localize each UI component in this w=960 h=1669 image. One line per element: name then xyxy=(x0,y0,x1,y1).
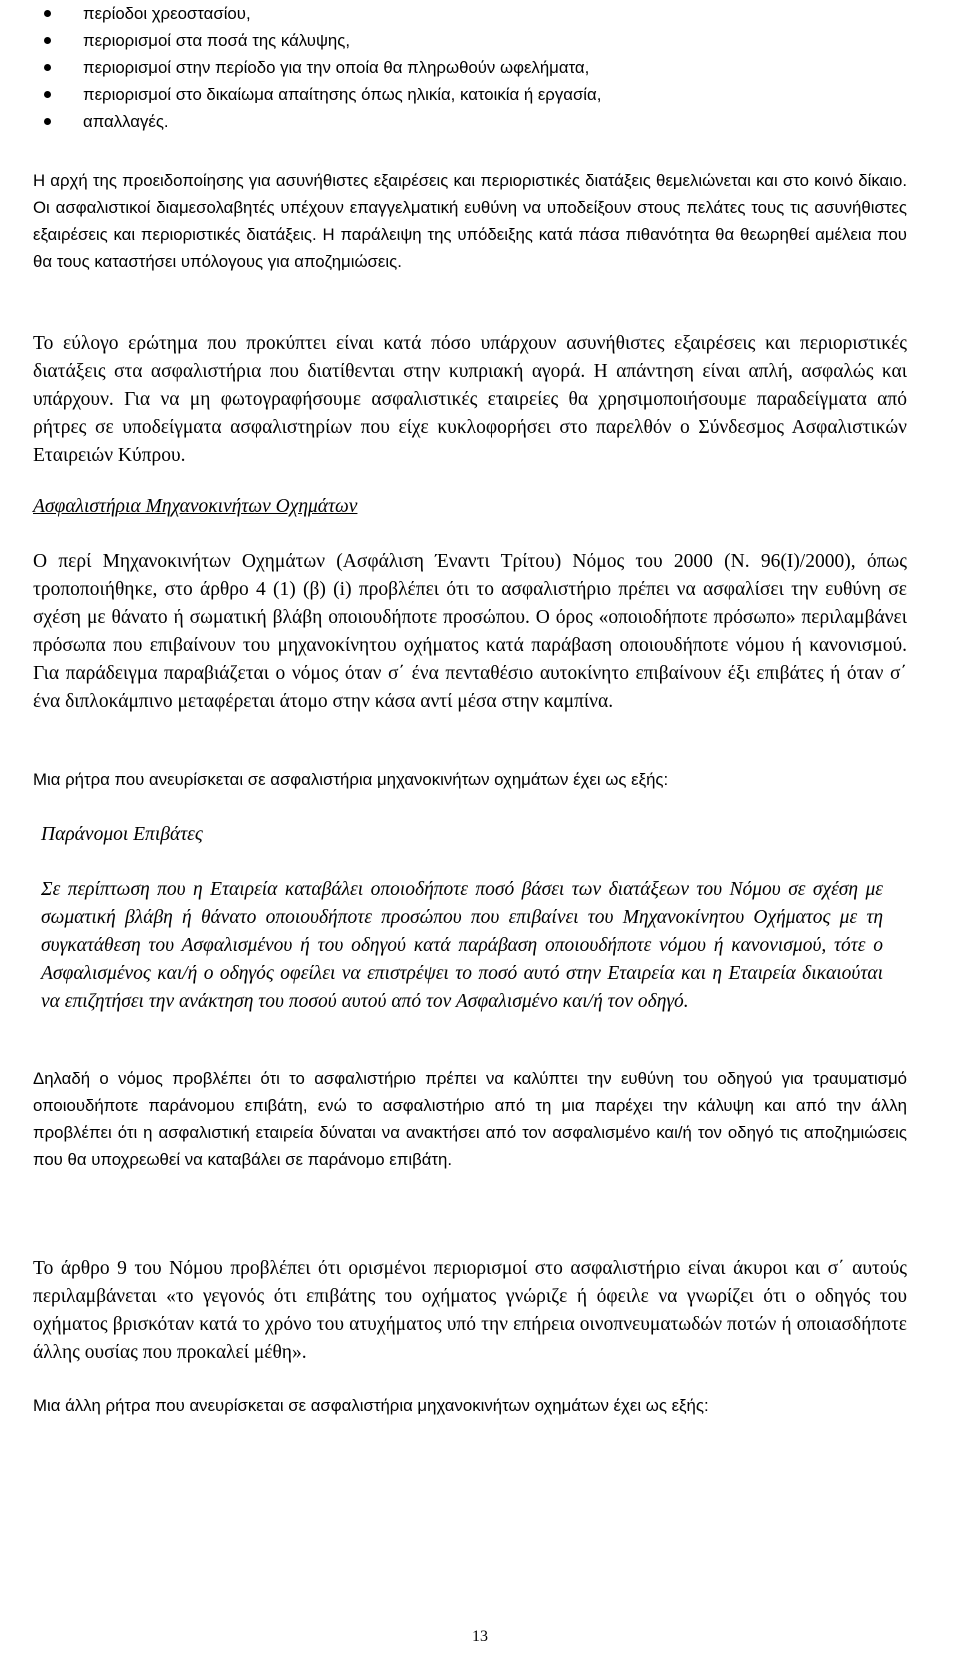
list-item-text: απαλλαγές. xyxy=(83,112,169,131)
list-item xyxy=(33,108,907,135)
bullet-icon xyxy=(44,10,51,17)
list-item xyxy=(33,81,907,108)
bullet-icon xyxy=(44,118,51,125)
clause-text: Σε περίπτωση που η Εταιρεία καταβάλει οποιοδήποτε ποσό βάσει των διατάξεων του Νόμου σε σχέση με σωματική βλάβη ή θάνατο οποιουδήποτε προσώπου που επιβαίνει του Μηχανοκίνητου Οχήματος με τη συγκατάθεση του Ασφαλισμένου ή του οδηγού κατά παράβαση οποιουδήποτε νόμου ή κανονισμού, τότε ο Ασφαλισμένος και/ή ο οδηγός οφείλει να επιστρέψει το ποσό αυτό στην Εταιρεία και η Εταιρεία δικαιούται να επιζητήσει την ανάκτηση του ποσού αυτού από τον Ασφαλισμένο και/ή τον οδηγό. xyxy=(41,879,883,1012)
list-item xyxy=(33,27,907,54)
bullet-icon xyxy=(44,91,51,98)
section-heading xyxy=(33,493,907,521)
paragraph-motor-law: Ο περί Μηχανοκινήτων Οχημάτων (Ασφάλιση Έναντι Τρίτου) Νόμος του 2000 (Ν. 96(Ι)/2000), όπως τροποποιήθηκε, στο άρθρο 4 (1) (β) (i) προβλέπει ότι το ασφαλιστήριο πρέπει να ασφαλίσει την ευθύνη σε σχέση με θάνατο ή σωματική βλάβη οποιουδήποτε προσώπου. Ο όρος «οποιοδήποτε πρόσωπο» περιλαμβάνει πρόσωπα που επιβαίνουν του μηχανοκίνητου οχήματος κατά παράβαση οποιουδήποτε νόμου ή κανονισμού. Για παράδειγμα παραβιάζεται ο νόμος όταν σ΄ ένα πενταθέσιο αυτοκίνητο επιβαίνουν έξι επιβάτες ή όταν σ΄ ένα διπλοκάμπινο μεταφέρεται άτομο στην κάσα αντί μέσα στην καμπίνα. xyxy=(33,551,907,712)
paragraph-another-clause: Μια άλλη ρήτρα που ανευρίσκεται σε ασφαλιστήρια μηχανοκινήτων οχημάτων έχει ως εξής: xyxy=(33,1396,709,1415)
paragraph-question: Το εύλογο ερώτημα που προκύπτει είναι κατά πόσο υπάρχουν ασυνήθιστες εξαιρέσεις και περιοριστικές διατάξεις στα ασφαλιστήρια που διατίθενται στην κυπριακή αγορά. Η απάντηση είναι απλή, ασφαλώς και υπάρχουν. Για να μη φωτογραφήσουμε ασφαλιστικές εταιρείες θα χρησιμοποιήσουμε παραδείγματα από ρήτρες σε υποδείγματα ασφαλιστηρίων που είχε κυκλοφορήσει στο παρελθόν ο Σύνδεσμος Ασφαλιστικών Εταιρειών Κύπρου. xyxy=(33,333,907,466)
list-item-text: περιορισμοί στο δικαίωμα απαίτησης όπως ηλικία, κατοικία ή εργασία, xyxy=(83,85,602,104)
list-item-text: περίοδοι χρεοστασίου, xyxy=(83,4,251,23)
list-item xyxy=(33,54,907,81)
page-number: 13 xyxy=(472,1628,488,1645)
bullet-icon xyxy=(44,37,51,44)
list-item xyxy=(33,0,907,27)
clause-title: Παράνομοι Επιβάτες xyxy=(41,824,203,845)
list-item-text: περιορισμοί στην περίοδο για την οποία θα πληρωθούν ωφελήματα, xyxy=(83,58,590,77)
paragraph-part: Η αρχή της προειδοποίησης για ασυνήθιστες εξαιρέσεις και περιοριστικές διατάξεις θεμελιώνεται και στο κοινό δίκαιο. xyxy=(33,171,907,190)
paragraph-explanation: Δηλαδή ο νόμος προβλέπει ότι το ασφαλιστήριο πρέπει να καλύπτει την ευθύνη του οδηγού για τραυματισμό οποιουδήποτε παράνομου επιβάτη, ενώ το ασφαλιστήριο από τη μια παρέχει την κάλυψη και από την άλλη προβλέπει ότι η ασφαλιστική εταιρεία δύναται να ανακτήσει από τον ασφαλισμένο και/ή τον οδηγό τις αποζημιώσεις που θα υποχρεωθεί να καταβάλει σε παράνομο επιβάτη. xyxy=(33,1069,907,1169)
paragraph-part: Οι ασφαλιστικοί διαμεσολαβητές υπέχουν επαγγελματική ευθύνη να υποδείξουν στους πελάτες τους τις ασυνήθιστες εξαιρέσεις και περιοριστικές διατάξεις. xyxy=(33,198,907,244)
bullet-icon xyxy=(44,64,51,71)
paragraph-notice-principle xyxy=(33,167,907,275)
bullet-list xyxy=(33,0,907,135)
paragraph-clause-intro: Μια ρήτρα που ανευρίσκεται σε ασφαλιστήρια μηχανοκινήτων οχημάτων έχει ως εξής: xyxy=(33,770,669,789)
section-heading-text: Ασφαλιστήρια Μηχανοκινήτων Οχημάτων xyxy=(33,496,358,517)
paragraph-part: Η παράλειψη της υπόδειξης κατά πάσα πιθανότητα θα θεωρηθεί αμέλεια που θα τους καταστήσει υπόλογους για αποζημιώσεις. xyxy=(33,225,907,271)
list-item-text: περιορισμοί στα ποσά της κάλυψης, xyxy=(83,31,351,50)
paragraph-article-9: Το άρθρο 9 του Νόμου προβλέπει ότι ορισμένοι περιορισμοί στο ασφαλιστήριο είναι άκυροι και σ΄ αυτούς περιλαμβάνεται «το γεγονός ότι επιβάτης του οχήματος γνώριζε ή όφειλε να γνωρίζει ότι ο οδηγός του οχήματος βρισκόταν κατά το χρόνο του ατυχήματος υπό την επήρεια οινοπνευματωδών ποτών ή οποιασδήποτε άλλης ουσίας που προκαλεί μέθη». xyxy=(33,1258,907,1363)
